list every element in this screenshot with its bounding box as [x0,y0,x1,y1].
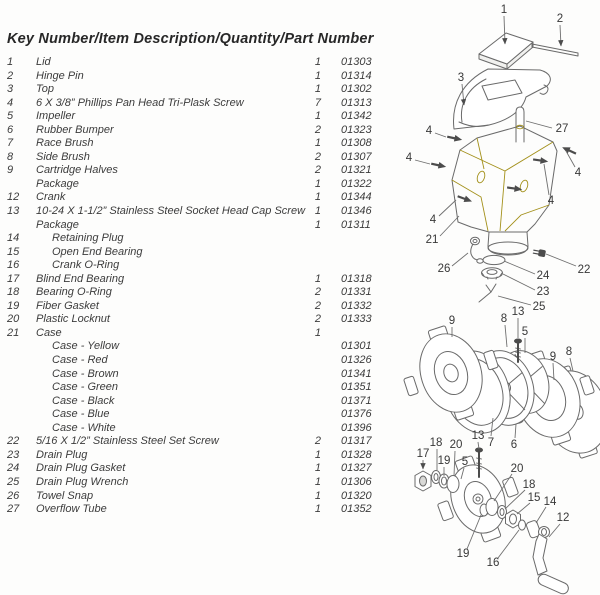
exploded-diagram [395,0,600,595]
callout-label: 16 [486,557,500,569]
callout-leader-line [515,424,516,438]
table-row [7,97,389,111]
cell-description: Race Brush [36,137,94,150]
table-row [7,490,389,504]
table-row [7,219,389,233]
callout-label: 23 [536,286,550,298]
callout-label: 27 [555,123,569,135]
table-row [7,354,389,368]
cell-quantity [291,259,321,273]
cell-part-number: 01306 [341,475,372,488]
hinge-pin-drawing [532,44,578,56]
callout-label: 24 [536,270,550,282]
callout-leader-line [452,253,468,266]
cell-key-number: 20 [7,313,20,326]
cell-key-number [7,368,36,382]
table-row [7,164,389,178]
callout-label: 20 [449,439,463,451]
cell-part-number [321,246,401,260]
callout-label: 22 [577,264,591,276]
callout-label: 25 [532,301,546,313]
callout-label: 6 [510,439,518,451]
cell-part-number: 01301 [341,340,372,353]
table-row [7,422,389,436]
cell-description: Drain Plug Gasket [36,462,126,475]
cell-quantity [291,354,321,368]
cell-quantity: 1 [314,56,321,68]
callout-label: 1 [500,4,508,16]
cell-description: Fiber Gasket [36,299,99,312]
cell-quantity: 2 [314,123,321,136]
callout-label: 8 [565,346,573,358]
cell-part-number: 01308 [341,137,372,150]
cell-part-number [321,232,401,246]
cell-part-number: 01322 [341,177,372,190]
cell-key-number: 27 [7,503,20,516]
crank-assembly-drawing [415,445,570,595]
callout-leader-line [546,254,576,266]
callout-leader-line [498,530,519,558]
cell-part-number: 01302 [341,83,372,96]
cell-part-number: 01326 [341,354,372,367]
cell-key-number: 4 [7,96,14,109]
cell-quantity [291,232,321,246]
cell-quantity [291,368,321,382]
callout-label: 4 [425,125,433,137]
cell-part-number: 01332 [341,299,372,312]
cell-description: Towel Snap [36,489,94,502]
cell-description: Side Brush [36,150,90,163]
cell-quantity: 1 [314,489,321,502]
cell-quantity: 1 [314,191,321,204]
cell-key-number [7,395,36,409]
cell-key-number [7,219,36,233]
cell-description: Lid [36,56,51,68]
cell-part-number: 01318 [341,272,372,285]
cell-quantity: 1 [314,448,321,461]
cell-part-number: 01352 [341,503,372,516]
cell-description: Impeller [36,110,76,123]
cell-key-number [7,340,36,354]
callout-label: 15 [527,492,541,504]
cell-description: Cartridge Halves [36,164,118,177]
cell-part-number: 01341 [341,367,372,380]
cell-part-number: 01328 [341,448,372,461]
table-row [7,476,389,490]
table-row [7,503,389,517]
parts-table [7,56,389,517]
cell-key-number: 12 [7,191,20,204]
callout-leader-line [454,451,455,476]
callout-label: 4 [547,195,555,207]
cell-description: Crank O-Ring [52,259,120,272]
cell-description: Open End Bearing [52,245,143,258]
cell-quantity: 1 [314,218,321,231]
cell-quantity: 1 [314,326,321,339]
cell-quantity: 1 [314,462,321,475]
cell-part-number: 01396 [341,421,372,434]
cell-part-number: 01351 [341,381,372,394]
table-row [7,191,389,205]
set-screw-drawing [533,249,546,257]
table-row [7,151,389,165]
plastic-locknut-right [486,499,498,516]
callout-label: 4 [574,167,582,179]
cell-description: 10-24 X 1-1/2” Stainless Steel Socket Head Cap Screw [36,205,306,218]
cell-description: Plastic Locknut [36,313,110,326]
table-row [7,137,389,151]
lid-drawing [479,33,533,69]
cell-quantity [291,422,321,436]
cell-key-number: 21 [7,326,20,339]
cell-description: Crank [36,191,66,204]
cell-description: Case - Black [52,394,115,407]
callout-label: 2 [556,13,564,25]
cell-part-number: 01307 [341,150,372,163]
cell-key-number: 2 [7,69,14,82]
cell-description: Case - Red [52,354,108,367]
towel-snap-drawing [471,237,484,263]
table-row [7,368,389,382]
table-row [7,246,389,260]
callout-leader-line [560,25,561,46]
callout-leader-line [536,507,546,523]
cell-description: Overflow Tube [36,503,107,516]
cell-key-number [7,422,36,436]
cell-part-number: 01344 [341,191,372,204]
cell-key-number: 7 [7,137,14,150]
cell-part-number: 01327 [341,462,372,475]
page-title: Key Number/Item Description/Quantity/Part Number [7,31,374,47]
table-row [7,300,389,314]
cell-part-number: 01342 [341,110,372,123]
cell-key-number [7,408,36,422]
table-row [7,273,389,287]
cell-key-number: 25 [7,475,20,488]
table-row [7,449,389,463]
drain-plug-drawing [482,268,503,279]
cell-part-number: 01321 [341,164,372,177]
callout-leader-line [549,524,560,537]
callout-leader-line [435,133,446,137]
cell-part-number: 01323 [341,123,372,136]
table-row [7,232,389,246]
cell-key-number: 22 [7,435,20,448]
cell-key-number [7,381,36,395]
callout-leader-line [415,160,430,164]
callout-leader-line [498,296,531,305]
cell-quantity: 2 [314,286,321,299]
cell-description: 5/16 X 1/2” Stainless Steel Set Screw [36,435,219,448]
cell-quantity [291,246,321,260]
cell-quantity: 1 [314,272,321,285]
cell-quantity [291,395,321,409]
cell-description: Drain Plug [36,448,88,461]
cell-key-number: 18 [7,286,20,299]
crank-o-ring [519,520,526,530]
cell-quantity: 1 [314,137,321,150]
cell-quantity: 2 [314,435,321,448]
callout-label: 4 [405,152,413,164]
table-row [7,381,389,395]
cell-quantity [291,408,321,422]
cell-part-number: 01313 [341,96,372,109]
cell-key-number: 14 [7,232,20,245]
cell-part-number: 01320 [341,489,372,502]
callout-label: 18 [522,479,536,491]
cell-quantity: 1 [314,83,321,96]
callout-leader-line [440,216,459,236]
cell-key-number: 26 [7,489,20,502]
cell-key-number: 1 [7,56,14,68]
callout-label: 13 [511,306,525,318]
top-hood-drawing [454,69,551,129]
cell-part-number [321,259,401,273]
cell-description: 6 X 3/8” Phillips Pan Head Tri-Plask Screw [36,96,244,109]
cell-key-number: 13 [7,205,20,218]
cell-description: Bearing O-Ring [36,286,112,299]
drain-gasket-drawing [483,255,505,264]
cell-key-number [7,354,36,368]
callout-leader-line [505,325,507,347]
table-row [7,327,389,341]
cell-quantity: 2 [314,150,321,163]
callout-label: 9 [549,351,557,363]
callout-leader-line [544,164,549,195]
crank-handle [533,534,570,595]
case-drawing [452,125,557,255]
cell-key-number: 5 [7,110,14,123]
cell-key-number: 17 [7,272,20,285]
callout-label: 14 [543,496,557,508]
cell-description: Retaining Plug [52,232,124,245]
cell-key-number: 24 [7,462,20,475]
cell-part-number: 01371 [341,394,372,407]
cell-part-number: 01331 [341,286,372,299]
callout-label: 7 [487,437,495,449]
callout-leader-line [517,503,530,514]
callout-leader-line [526,121,552,128]
cell-description: Package [36,177,79,190]
cell-key-number: 3 [7,83,14,96]
cell-quantity: 1 [314,69,321,82]
cell-quantity: 2 [314,299,321,312]
cell-description: Case - Yellow [52,340,120,353]
table-row [7,435,389,449]
cell-quantity: 1 [314,475,321,488]
cell-quantity [291,340,321,354]
overflow-tube-drawing [516,107,524,142]
cell-description: Blind End Bearing [36,272,125,285]
callout-leader-line [504,261,535,274]
table-row [7,395,389,409]
cell-key-number: 16 [7,259,20,272]
callout-label: 20 [510,463,524,475]
table-row [7,124,389,138]
cell-key-number: 19 [7,299,20,312]
cell-description: Drain Plug Wrench [36,475,129,488]
plastic-locknut-left [447,476,459,493]
table-row [7,110,389,124]
callout-label: 21 [425,234,439,246]
cell-part-number: 01303 [341,56,372,68]
cell-quantity: 1 [314,110,321,123]
table-row [7,286,389,300]
callout-label: 19 [437,455,451,467]
table-row [7,408,389,422]
callout-label: 9 [448,315,456,327]
table-row [7,70,389,84]
cell-key-number: 23 [7,448,20,461]
cell-part-number: 01314 [341,69,372,82]
table-row [7,313,389,327]
cell-key-number: 8 [7,150,14,163]
cell-key-number: 6 [7,123,14,136]
drain-wrench-drawing [479,284,496,302]
cell-quantity [291,381,321,395]
cell-quantity: 7 [314,96,321,109]
callout-label: 3 [457,72,465,84]
cell-description: Package [36,218,79,231]
callout-label: 13 [471,430,485,442]
callout-label: 19 [456,548,470,560]
table-row [7,462,389,476]
table-row [7,83,389,97]
cell-key-number: 9 [7,164,14,177]
cell-key-number: 15 [7,245,20,258]
cell-description: Case [36,326,62,339]
callout-label: 8 [500,313,508,325]
callout-leader-line [439,200,456,216]
cell-part-number [321,327,401,341]
table-row [7,178,389,192]
table-row [7,259,389,273]
case-screws [431,134,577,203]
cell-part-number: 01311 [341,218,371,231]
callout-leader-line [503,274,535,290]
cell-part-number: 01333 [341,313,372,326]
callout-label: 4 [429,214,437,226]
callout-label: 5 [461,456,469,468]
cell-quantity: 2 [314,164,321,177]
cell-quantity: 1 [314,177,321,190]
cell-key-number [7,178,36,192]
callout-label: 17 [416,448,430,460]
callout-label: 5 [521,326,529,338]
table-row [7,56,389,70]
cell-quantity: 1 [314,503,321,516]
cell-description: Hinge Pin [36,69,84,82]
cell-description: Case - Blue [52,408,110,421]
cell-part-number: 01317 [341,435,372,448]
table-row [7,205,389,219]
cell-part-number: 01346 [341,205,372,218]
callout-label: 26 [437,263,451,275]
cartridge-assembly-drawing [395,314,600,466]
cell-quantity: 2 [314,313,321,326]
cell-description: Top [36,83,54,96]
cell-description: Rubber Bumper [36,123,114,136]
cell-description: Case - White [52,421,116,434]
cell-quantity: 1 [314,205,321,218]
callout-label: 18 [429,437,443,449]
table-row [7,340,389,354]
cell-part-number: 01376 [341,408,372,421]
cell-description: Case - Brown [52,367,119,380]
callout-label: 12 [556,512,570,524]
cell-description: Case - Green [52,381,119,394]
